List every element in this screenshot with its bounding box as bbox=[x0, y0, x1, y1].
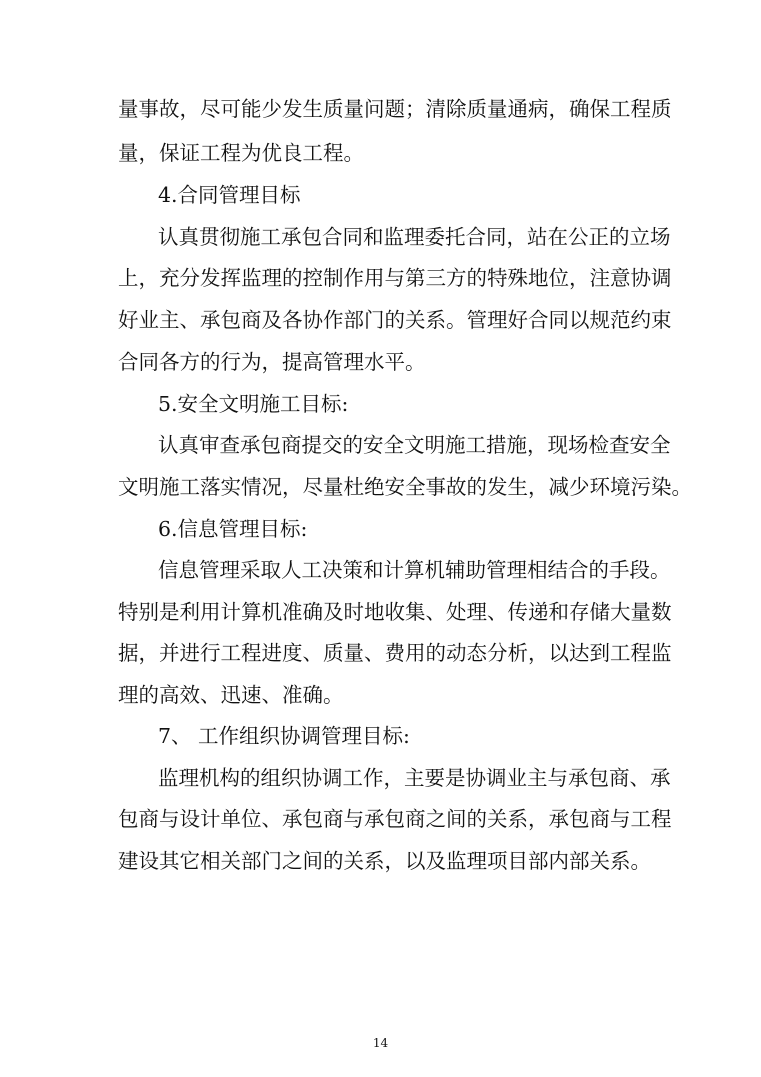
text-line: 特别是利用计算机准确及时地收集、处理、传递和存储大量数 bbox=[118, 600, 672, 624]
text-line: 上，充分发挥监理的控制作用与第三方的特殊地位，注意协调 bbox=[118, 266, 672, 290]
text-line: 合同各方的行为，提高管理水平。 bbox=[118, 350, 426, 374]
text-line: 理的高效、迅速、准确。 bbox=[118, 683, 344, 707]
page-number: 14 bbox=[372, 1036, 389, 1050]
text-line: 量，保证工程为优良工程。 bbox=[118, 141, 364, 165]
text-line: 量事故，尽可能少发生质量问题；清除质量通病，确保工程质 bbox=[118, 97, 672, 121]
text-line: 认真审查承包商提交的安全文明施工措施，现场检查安全 bbox=[158, 433, 671, 457]
text-line: 文明施工落实情况，尽量杜绝安全事故的发生，减少环境污染。 bbox=[118, 475, 692, 499]
section-heading: 7、 工作组织协调管理目标: bbox=[158, 724, 410, 748]
text-line: 包商与设计单位、承包商与承包商之间的关系，承包商与工程 bbox=[118, 807, 672, 831]
section-heading: 5.安全文明施工目标: bbox=[158, 392, 349, 416]
text-line: 监理机构的组织协调工作，主要是协调业主与承包商、承 bbox=[158, 766, 671, 790]
section-heading: 6.信息管理目标: bbox=[158, 517, 308, 541]
text-line: 认真贯彻施工承包合同和监理委托合同，站在公正的立场 bbox=[158, 225, 671, 249]
text-line: 信息管理采取人工决策和计算机辅助管理相结合的手段。 bbox=[158, 558, 671, 582]
text-line: 据，并进行工程进度、质量、费用的动态分析，以达到工程监 bbox=[118, 641, 672, 665]
section-heading: 4.合同管理目标 bbox=[158, 183, 301, 207]
text-line: 建设其它相关部门之间的关系，以及监理项目部内部关系。 bbox=[118, 849, 651, 873]
text-line: 好业主、承包商及各协作部门的关系。管理好合同以规范约束 bbox=[118, 308, 672, 332]
